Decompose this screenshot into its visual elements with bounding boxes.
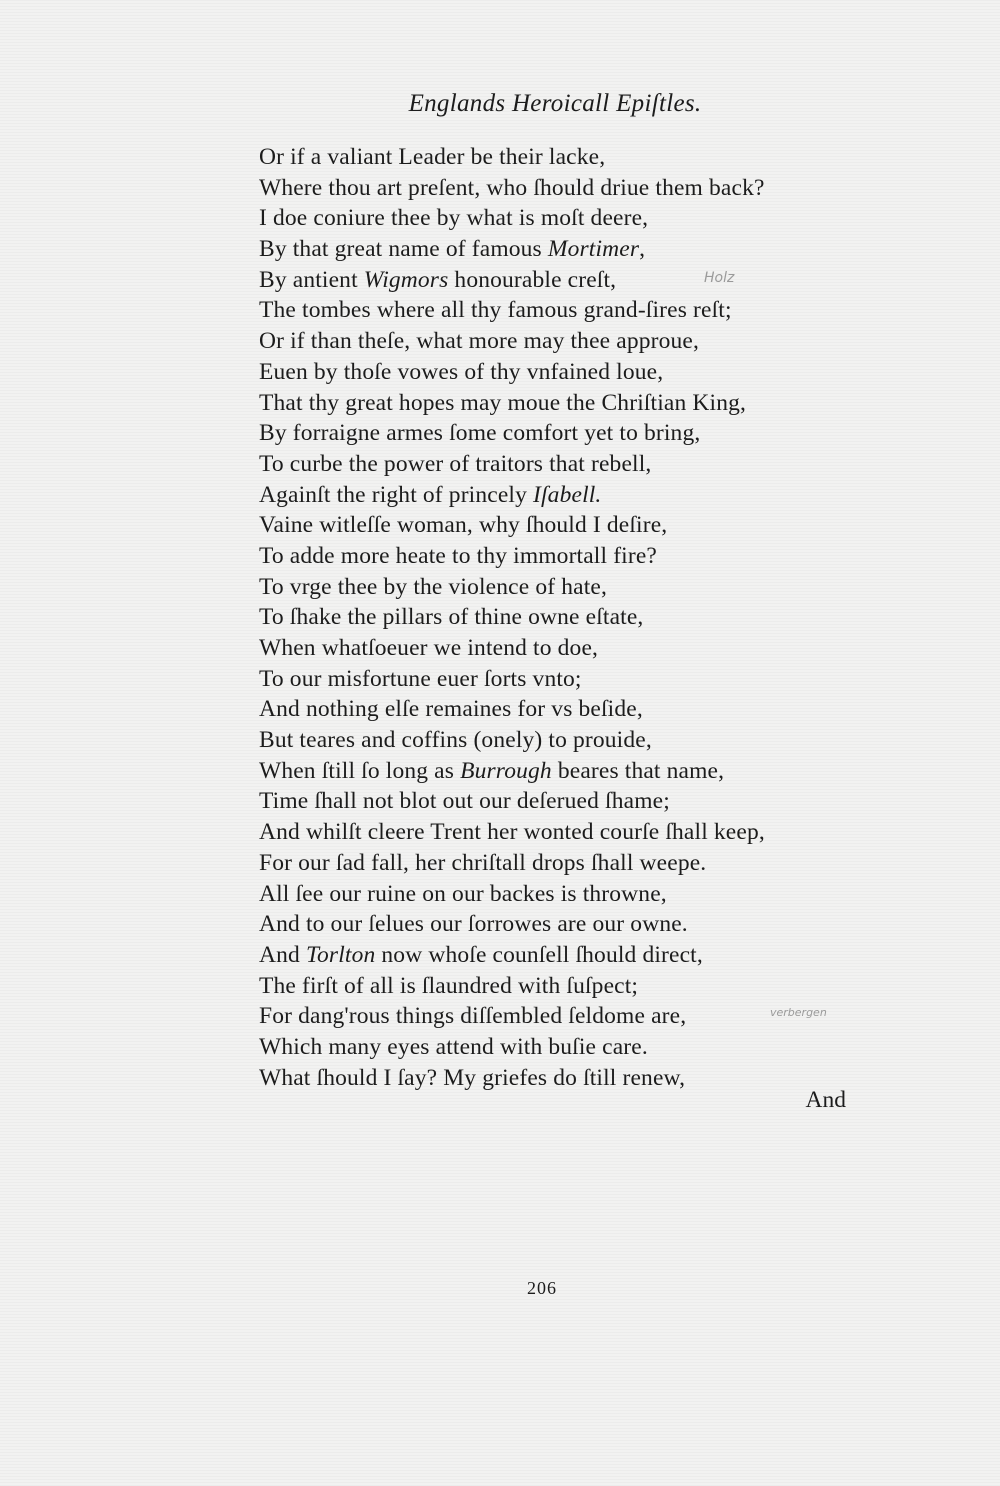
verse-text: But teares and coffins (onely) to prouide, <box>259 727 652 754</box>
verse-text: , <box>639 236 646 263</box>
verse-line <box>259 449 879 480</box>
verse-line <box>259 480 879 511</box>
verse-line <box>259 510 879 541</box>
verse-text: The tombes where all thy famous grand-ſires reſt; <box>259 297 732 324</box>
verse-block <box>259 142 879 1093</box>
verse-text: And <box>259 941 306 968</box>
running-head: Englands Heroicall Epiſtles. <box>408 90 702 117</box>
verse-line <box>259 234 879 265</box>
italic-name: Mortimer <box>547 236 640 263</box>
verse-text: Or if a valiant Leader be their lacke, <box>259 144 606 170</box>
page-number: 206 <box>527 1278 557 1298</box>
pencil-annotation: Holz <box>704 270 735 286</box>
verse-text: Or if than theſe, what more may thee approue, <box>259 328 700 355</box>
verse-text: Euen by thoſe vowes of thy vnfained loue, <box>259 358 664 385</box>
verse-text: And to our ſelues our ſorrowes are our owne. <box>259 911 688 938</box>
verse-text: By forraigne armes ſome comfort yet to bring, <box>259 420 701 447</box>
verse-line <box>259 786 879 817</box>
verse-line <box>259 1032 879 1063</box>
verse-text: Againſt the right of princely <box>259 481 534 508</box>
verse-line <box>259 1063 879 1094</box>
catchword: And <box>805 1087 846 1113</box>
italic-name: Torlton <box>305 941 376 968</box>
verse-text: Time ſhall not blot out our deſerued ſhame; <box>259 788 670 815</box>
verse-line <box>259 418 879 449</box>
verse-line <box>259 940 879 971</box>
verse-line <box>259 173 879 204</box>
verse-line <box>259 326 879 357</box>
verse-text: Which many eyes attend with buſie care. <box>259 1033 648 1060</box>
verse-text: To vrge thee by the violence of hate, <box>259 573 608 600</box>
italic-name: Wigmors <box>363 266 449 293</box>
verse-text: All ſee our ruine on our backes is throwne, <box>259 880 667 907</box>
verse-text: I doe coniure thee by what is moſt deere, <box>259 205 649 232</box>
verse-text: When whatſoeuer we intend to doe, <box>259 635 599 661</box>
verse-text: For our ſad fall, her chriſtall drops ſhall weepe. <box>259 849 707 876</box>
verse-text: now whoſe counſell ſhould direct, <box>375 941 703 968</box>
italic-name: Burrough <box>460 757 552 784</box>
verse-text: honourable creſt, <box>448 266 617 293</box>
verse-line <box>259 572 879 603</box>
verse-line <box>259 817 879 848</box>
verse-text: That thy great hopes may moue the Chriſtian King, <box>259 389 747 416</box>
verse-text: To ſhake the pillars of thine owne eſtate, <box>259 604 644 631</box>
verse-text: To our misfortune euer ſorts vnto; <box>259 665 582 692</box>
verse-line <box>259 357 879 388</box>
verse-line <box>259 541 879 572</box>
verse-text: And whilſt cleere Trent her wonted courſe ſhall keep, <box>259 819 765 846</box>
verse-line <box>259 142 879 173</box>
verse-line <box>259 725 879 756</box>
italic-name: Iſabell. <box>533 481 602 508</box>
verse-text: To curbe the power of traitors that rebell, <box>259 450 652 477</box>
verse-line <box>259 602 879 633</box>
verse-line <box>259 756 879 787</box>
verse-text: By that great name of famous <box>259 236 548 263</box>
verse-text: By antient <box>259 266 364 293</box>
verse-text: beares that name, <box>551 757 725 784</box>
verse-text: The firſt of all is ſlaundred with ſuſpect; <box>259 972 639 999</box>
verse-text: To adde more heate to thy immortall fire? <box>259 542 657 569</box>
verse-text: For dang'rous things diſſembled ſeldome are, <box>259 1003 687 1030</box>
verse-line <box>259 971 879 1002</box>
verse-line <box>259 388 879 419</box>
verse-line <box>259 295 879 326</box>
verse-line <box>259 265 879 296</box>
verse-text: When ſtill ſo long as <box>259 757 461 784</box>
verse-line <box>259 848 879 879</box>
pencil-annotation: verbergen <box>770 1006 827 1019</box>
verse-text: Vaine witleſſe woman, why ſhould I deſire, <box>259 512 668 539</box>
verse-line <box>259 879 879 910</box>
verse-text: And nothing elſe remaines for vs beſide, <box>259 696 643 723</box>
verse-text: Where thou art preſent, who ſhould driue them back? <box>259 174 765 201</box>
verse-line <box>259 203 879 234</box>
verse-line <box>259 694 879 725</box>
verse-text: What ſhould I ſay? My griefes do ſtill renew, <box>259 1064 686 1091</box>
verse-line <box>259 664 879 695</box>
verse-line <box>259 909 879 940</box>
verse-line <box>259 633 879 664</box>
